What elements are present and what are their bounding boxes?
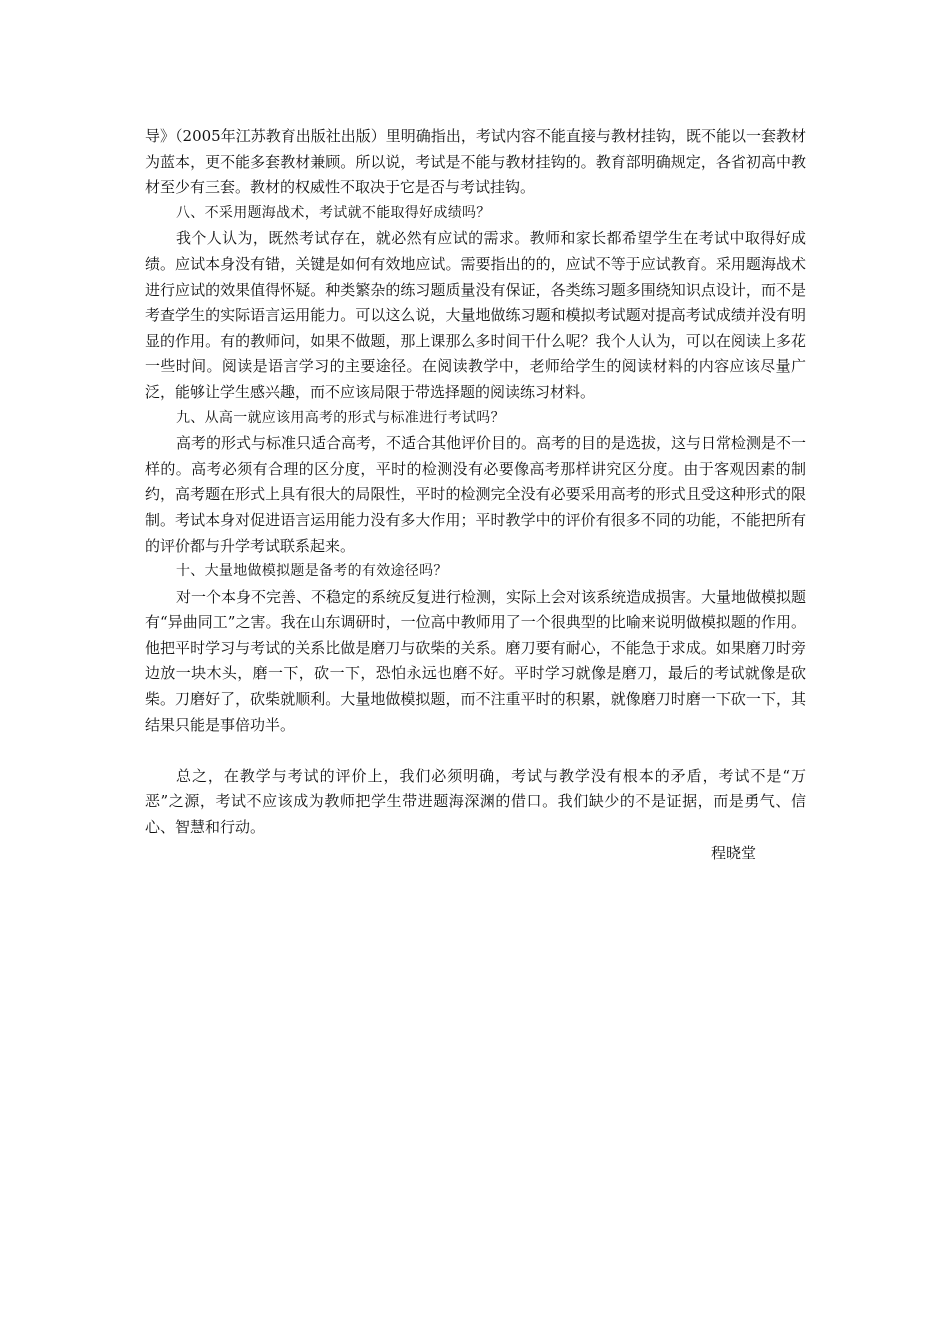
author-signature: 程晓堂 [710, 843, 756, 862]
paragraph-spacer [145, 738, 806, 764]
conclusion-paragraph: 总之，在教学与考试的评价上，我们必须明确，考试与教学没有根本的矛盾，考试不是“万恶”之源，考试不应该成为教师把学生带进题海深渊的借口。我们缺少的不是证据，而是勇气、信心、智慧和行动。 [145, 766, 806, 837]
section-body-8: 我个人认为，既然考试存在，就必然有应试的需求。教师和家长都希望学生在考试中取得好成绩。应试本身没有错，关键是如何有效地应试。需要指出的的，应试不等于应试教育。采用题海战术进行应试的效果值得怀疑。种类繁杂的练习题质量没有保证，各类练习题多围绕知识点设计，而不是考查学生的实际语言运用能力。可以这么说，大量地做练习题和模拟考试题对提高考试成绩并没有明显的作用。有的教师问，如果不做题，那上课那么多时间干什么呢？我个人认为，可以在阅读上多花一些时间。阅读是语言学习的主要途径。在阅读教学中，老师给学生的阅读材料的内容应该尽量广泛，能够让学生感兴趣，而不应该局限于带选择题的阅读练习材料。 [145, 229, 806, 401]
section-body-9: 高考的形式与标准只适合高考，不适合其他评价目的。高考的目的是选拔，这与日常检测是不一样的。高考必须有合理的区分度，平时的检测没有必要像高考那样讲究区分度。由于客观因素的制约，高考题在形式上具有很大的局限性，平时的检测完全没有必要采用高考的形式且受这种形式的限制。考试本身对促进语言运用能力没有多大作用；平时教学中的评价有很多不同的功能，不能把所有的评价都与升学考试联系起来。 [145, 434, 807, 555]
section-heading-10: 十、大量地做模拟题是备考的有效途径吗？ [176, 563, 448, 580]
section-heading-8: 八、不采用题海战术，考试就不能取得好成绩吗？ [176, 204, 491, 221]
intro-paragraph: 导》（2005年江苏教育出版社出版）里明确指出，考试内容不能直接与教材挂钩，既不能以一套教材为蓝本，更不能多套教材兼顾。所以说，考试是不能与教材挂钩的。教育部明确规定，各省初高中教材至少有三套。教材的权威性不取决于它是否与考试挂钩。 [145, 127, 806, 197]
section-heading-9: 九、从高一就应该用高考的形式与标准进行考试吗？ [176, 409, 505, 426]
section-body-10: 对一个本身不完善、不稳定的系统反复进行检测，实际上会对该系统造成损害。大量地做模拟题有“异曲同工”之害。我在山东调研时，一位高中教师用了一个很典型的比喻来说明做模拟题的作用。他把平时学习与考试的关系比做是磨刀与砍柴的关系。磨刀要有耐心，不能急于求成。如果磨刀时旁边放一块木头，磨一下，砍一下，恐怕永远也磨不好。平时学习就像是磨刀，最后的考试就像是砍柴。刀磨好了，砍柴就顺利。大量地做模拟题，而不注重平时的积累，就像磨刀时磨一下砍一下，其结果只能是事倍功半。 [145, 587, 807, 734]
document-page [145, 124, 806, 866]
